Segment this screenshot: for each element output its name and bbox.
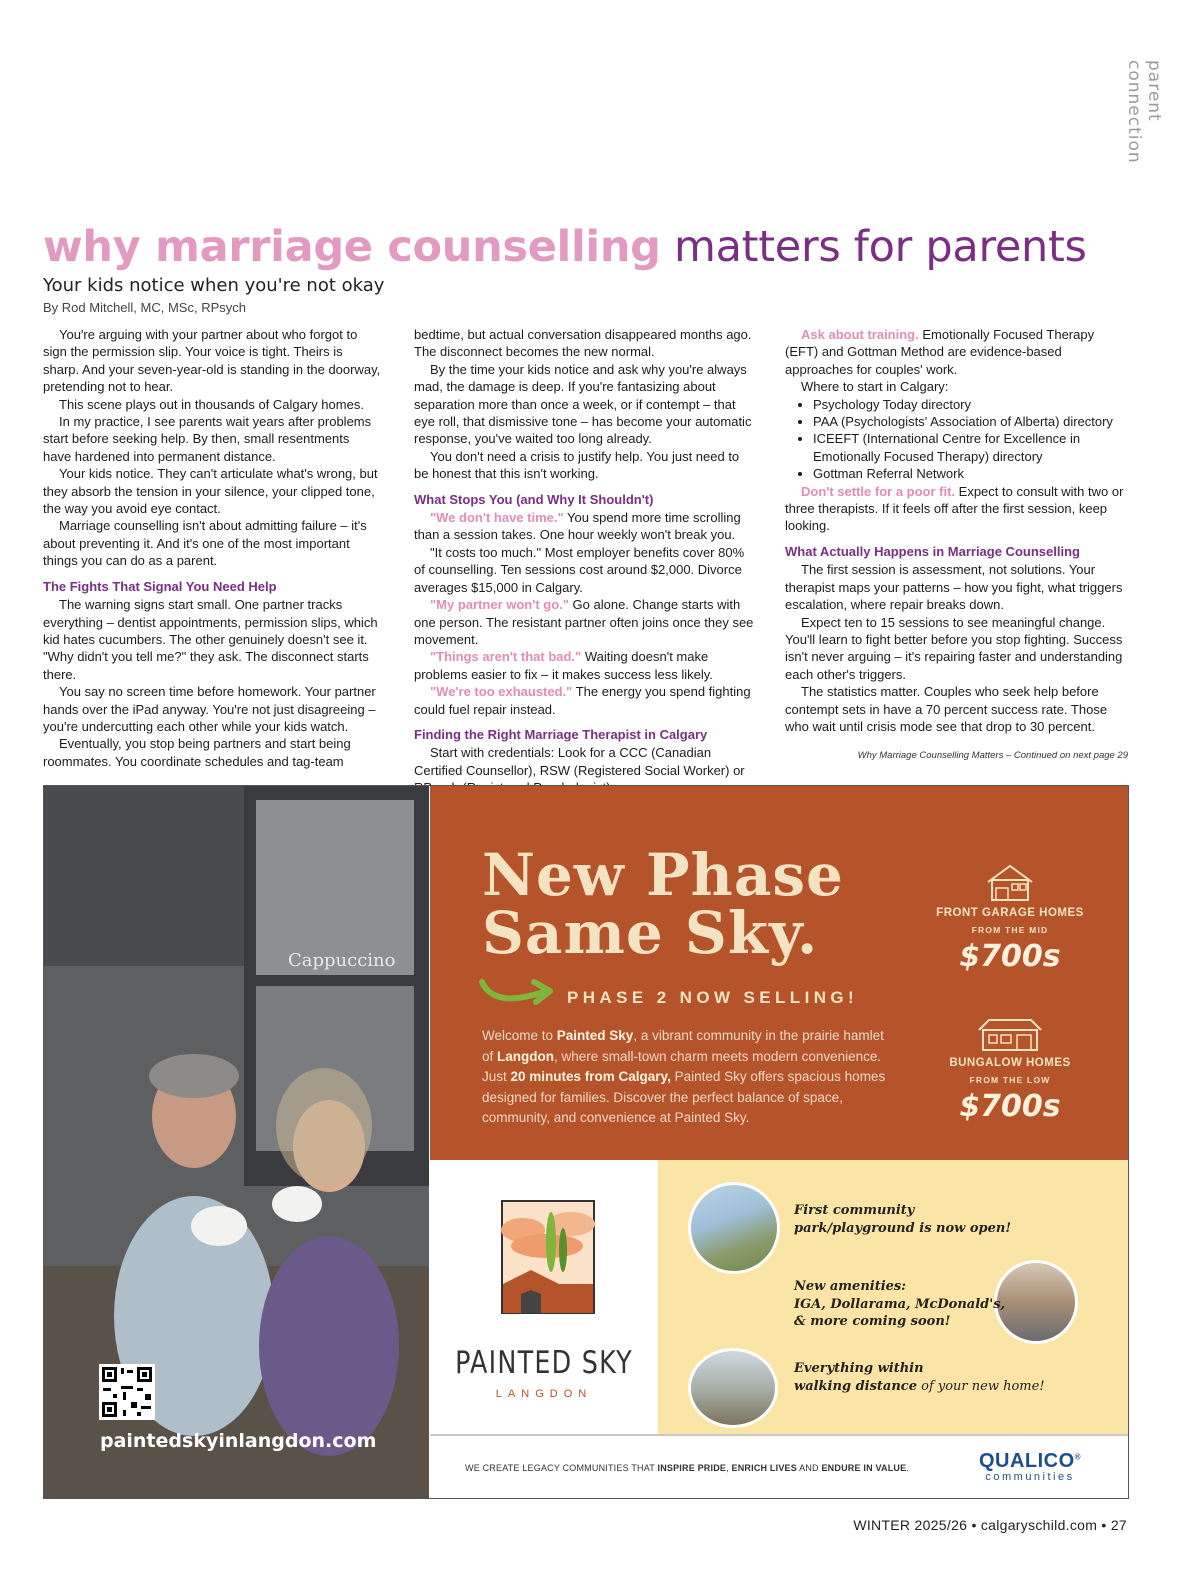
- issue-label: WINTER 2025/26: [853, 1517, 968, 1533]
- paragraph: Where to start in Calgary:: [801, 379, 949, 395]
- paragraph: You don't need a crisis to justify help. You just need to be honest that this isn't working.: [414, 448, 740, 482]
- paragraph: You're arguing with your partner about who forgot to sign the permission slip. Your voice is tight. Theirs is sharp. And your seven-year-old is standing in the doorway, pretending not to hear.: [43, 327, 381, 395]
- feature-line: New amenities:: [794, 1279, 907, 1294]
- headline-line-2: Same Sky.: [482, 899, 819, 967]
- product-label: FRONT GARAGE HOMES: [936, 907, 1084, 919]
- ad-promo-panel: [430, 786, 1129, 1160]
- section-heading: Finding the Right Marriage Therapist in Calgary: [414, 726, 708, 742]
- qualico-wordmark: [975, 1450, 1085, 1473]
- product-sub: FROM THE LOW: [969, 1075, 1051, 1085]
- painted-sky-logo-icon: [501, 1200, 595, 1314]
- paragraph: [785, 483, 1130, 535]
- paragraph: "It costs too much." Most employer benefits cover 80% of counselling. Ten sessions cost around $2,000. Divorce averages $15,000 in Calgary.: [414, 544, 745, 595]
- walking-photo: [688, 1348, 778, 1428]
- cafe-sign: Cappuccino: [288, 950, 396, 971]
- ad-footer: [430, 1434, 1129, 1499]
- website-url[interactable]: paintedskyinlangdon.com: [100, 1430, 377, 1452]
- product-price: $700s: [959, 939, 1061, 974]
- registered-mark: ®: [1074, 1452, 1082, 1462]
- welcome-bold: Langdon: [497, 1048, 555, 1064]
- tagline-bold: ENDURE IN VALUE: [821, 1463, 907, 1473]
- article-byline: By Rod Mitchell, MC, MSc, RPsych: [43, 300, 246, 315]
- welcome-bold: Painted Sky: [556, 1028, 634, 1043]
- tagline-text: ,: [726, 1463, 732, 1473]
- paragraph: The first session is assessment, not solutions. Your therapist maps your patterns – how you fight, what triggers escalation, where repair breaks down.: [785, 562, 1123, 613]
- list-item: • ICEEFT (International Centre for Excellence in Emotionally Focused Therapy) directory: [813, 430, 1130, 465]
- tip-text: Expect to consult with two or three therapists. If it feels off after the first session, keep looking.: [785, 483, 1124, 534]
- feature-line: First community: [794, 1203, 915, 1218]
- paragraph: Eventually, you stop being partners and start being roommates. You coordinate schedules and tag-team: [43, 736, 351, 769]
- ad-tagline: [465, 1463, 909, 1473]
- qr-code[interactable]: [99, 1364, 155, 1420]
- phase-banner: PHASE 2 NOW SELLING!: [567, 988, 859, 1007]
- welcome-bold: 20 minutes from Calgary,: [510, 1069, 671, 1084]
- list-item: • Gottman Referral Network: [813, 465, 1130, 482]
- bungalow-icon: [975, 1018, 1045, 1052]
- arrow-icon: [478, 976, 558, 1008]
- paragraph: Expect ten to 15 sessions to see meaningful change. You'll learn to fight better before you stop fighting. Success isn't never arguing – it's repairing faster and understanding each other's triggers.: [785, 614, 1123, 682]
- title-part-2: matters for parents: [674, 222, 1087, 272]
- paragraph: This scene plays out in thousands of Calgary homes.: [59, 396, 364, 412]
- article-column-1: [43, 326, 381, 770]
- tagline-text: .: [906, 1463, 910, 1473]
- objection-quote: "Things aren't that bad.": [430, 649, 582, 665]
- brand-logo-area: [430, 1160, 658, 1434]
- feature-walking: [794, 1360, 1045, 1395]
- objection-quote: "We're too exhausted.": [430, 684, 573, 700]
- tip-lead: Ask about training.: [801, 327, 919, 342]
- site-url[interactable]: calgaryschild.com: [980, 1517, 1098, 1533]
- features-panel: [658, 1160, 1129, 1434]
- section-heading: What Stops You (and Why It Shouldn't): [414, 491, 654, 507]
- qr-code-icon: [101, 1366, 153, 1418]
- paragraph: bedtime, but actual conversation disappeared months ago. The disconnect becomes the new normal.: [414, 327, 752, 360]
- qualico-sub: communities: [985, 1471, 1075, 1483]
- brand-name: PAINTED SKY: [455, 1345, 633, 1381]
- feature-line: [794, 1378, 1045, 1396]
- paragraph: [414, 683, 754, 718]
- ad-welcome-text: [482, 1026, 892, 1129]
- headline-line-1: New Phase: [482, 841, 844, 909]
- welcome-text: , a vibrant community in the prairie hamlet of: [482, 1028, 884, 1064]
- list-item: • Psychology Today directory: [813, 396, 1130, 413]
- tagline-bold: ENRICH LIVES: [731, 1463, 797, 1473]
- paragraph: [414, 596, 754, 648]
- paragraph: Start with credentials: Look for a CCC (Canadian Certified Counsellor), RSW (Registered Social Worker) or: [414, 745, 745, 778]
- article-title: [43, 222, 1087, 272]
- tagline-text: WE CREATE LEGACY COMMUNITIES THAT: [465, 1463, 658, 1473]
- tagline-bold: INSPIRE PRIDE: [657, 1463, 727, 1473]
- qualico-name: QUALICO: [978, 1450, 1075, 1472]
- paragraph: Your kids notice. They can't articulate what's wrong, but they absorb the tension in your silence, your clipped tone, the way you avoid eye contact.: [43, 466, 378, 517]
- welcome-text: , where small-town charm meets modern convenience. Just: [482, 1048, 882, 1084]
- paragraph: [785, 326, 1130, 378]
- feature-playground: [794, 1202, 1011, 1237]
- objection-answer: You spend more time scrolling than a session takes. One hour weekly won't break you.: [414, 510, 741, 543]
- list-item: • PAA (Psychologists' Association of Alberta) directory: [813, 413, 1130, 430]
- title-part-1: why marriage counselling: [43, 222, 661, 272]
- house-icon: [980, 862, 1040, 902]
- page-footer: WINTER 2025/26 • calgaryschild.com • 27: [853, 1517, 1127, 1533]
- objection-answer: Go alone. Change starts with one person. The resistant partner often joins once they see movement.: [414, 597, 754, 647]
- section-heading: What Actually Happens in Marriage Counselling: [785, 543, 1080, 559]
- article-subtitle: Your kids notice when you're not okay: [43, 275, 385, 296]
- paragraph: The warning signs start small. One partner tracks everything – dentist appointments, permission slips, which kid hates cucumbers. The other genuinely doesn't see it. "Why didn't you tell me?" they ask. The disconnect starts there.: [43, 597, 378, 682]
- product-price: $700s: [959, 1089, 1061, 1124]
- product-sub: FROM THE MID: [971, 925, 1049, 935]
- feature-line: Everything within: [794, 1361, 924, 1376]
- section-tag: parent connection: [1124, 60, 1164, 164]
- feature-line: IGA, Dollarama, McDonald's,: [794, 1296, 1006, 1312]
- objection-answer: The energy you spend fighting could fuel repair instead.: [414, 684, 751, 717]
- brand-location: LANGDON: [495, 1388, 593, 1400]
- section-heading: The Fights That Signal You Need Help: [43, 578, 277, 594]
- paragraph: Marriage counselling isn't about admitting failure – it's about preventing it. And it's one of the most important things you can do as a parent.: [43, 518, 367, 569]
- welcome-text: Welcome to: [482, 1028, 557, 1043]
- article-column-3: [785, 326, 1130, 735]
- product-bungalow: [930, 1018, 1090, 1124]
- tip-lead: Don't settle for a poor fit.: [801, 483, 956, 499]
- paragraph: In my practice, I see parents wait years after problems start before seeking help. By then, small resentments have hardened into permanent distance.: [43, 414, 372, 464]
- paragraph: By the time your kids notice and ask why you're always mad, the damage is deep. If you're fantasizing about separation more than once a week, or if contempt – that eye roll, that dismissive tone – has become your automatic response, you've waited too long already.: [414, 361, 752, 447]
- tagline-text: AND: [796, 1463, 822, 1473]
- feature-bold: walking distance: [794, 1378, 917, 1394]
- tip-text: Emotionally Focused Therapy (EFT) and Gottman Method are evidence-based approaches for couples' work.: [785, 327, 1095, 377]
- playground-photo: [688, 1182, 780, 1274]
- welcome-text: Painted Sky offers spacious homes designed for families. Discover the perfect balance of space, community, and convenience at Painted Sky.: [482, 1069, 886, 1125]
- objection-quote: "We don't have time.": [430, 510, 564, 526]
- paragraph: The statistics matter. Couples who seek help before contempt sets in have a 70 percent success rate. Those who wait until crisis mode see that drop to 30 percent.: [785, 684, 1108, 734]
- feature-line: & more coming soon!: [794, 1314, 951, 1329]
- advertisement[interactable]: [43, 785, 1129, 1499]
- continued-note: Why Marriage Counselling Matters – Continued on next page 29: [857, 750, 1128, 761]
- amenities-photo: [994, 1260, 1078, 1344]
- paragraph: [414, 648, 754, 683]
- couple-photo: [44, 786, 429, 1499]
- product-label: BUNGALOW HOMES: [949, 1057, 1071, 1069]
- paragraph: You say no screen time before homework. Your partner hands over the iPad anyway. You're not just disagreeing – you're undercutting each other while your kids watch.: [43, 684, 376, 734]
- paragraph: [414, 509, 754, 544]
- directory-list: [785, 396, 1130, 483]
- objection-answer: Waiting doesn't make problems easier to fix – it makes success less likely.: [414, 649, 713, 682]
- feature-line: park/playground is now open!: [794, 1220, 1012, 1236]
- product-front-garage: [930, 862, 1090, 974]
- article-column-2: [414, 326, 754, 797]
- qualico-logo: [975, 1450, 1085, 1483]
- objection-quote: "My partner won't go.": [430, 597, 569, 613]
- feature-normal: of your new home!: [916, 1378, 1045, 1394]
- page-number: 27: [1110, 1517, 1127, 1533]
- ad-headline: [482, 841, 844, 967]
- feature-amenities: [794, 1278, 1005, 1331]
